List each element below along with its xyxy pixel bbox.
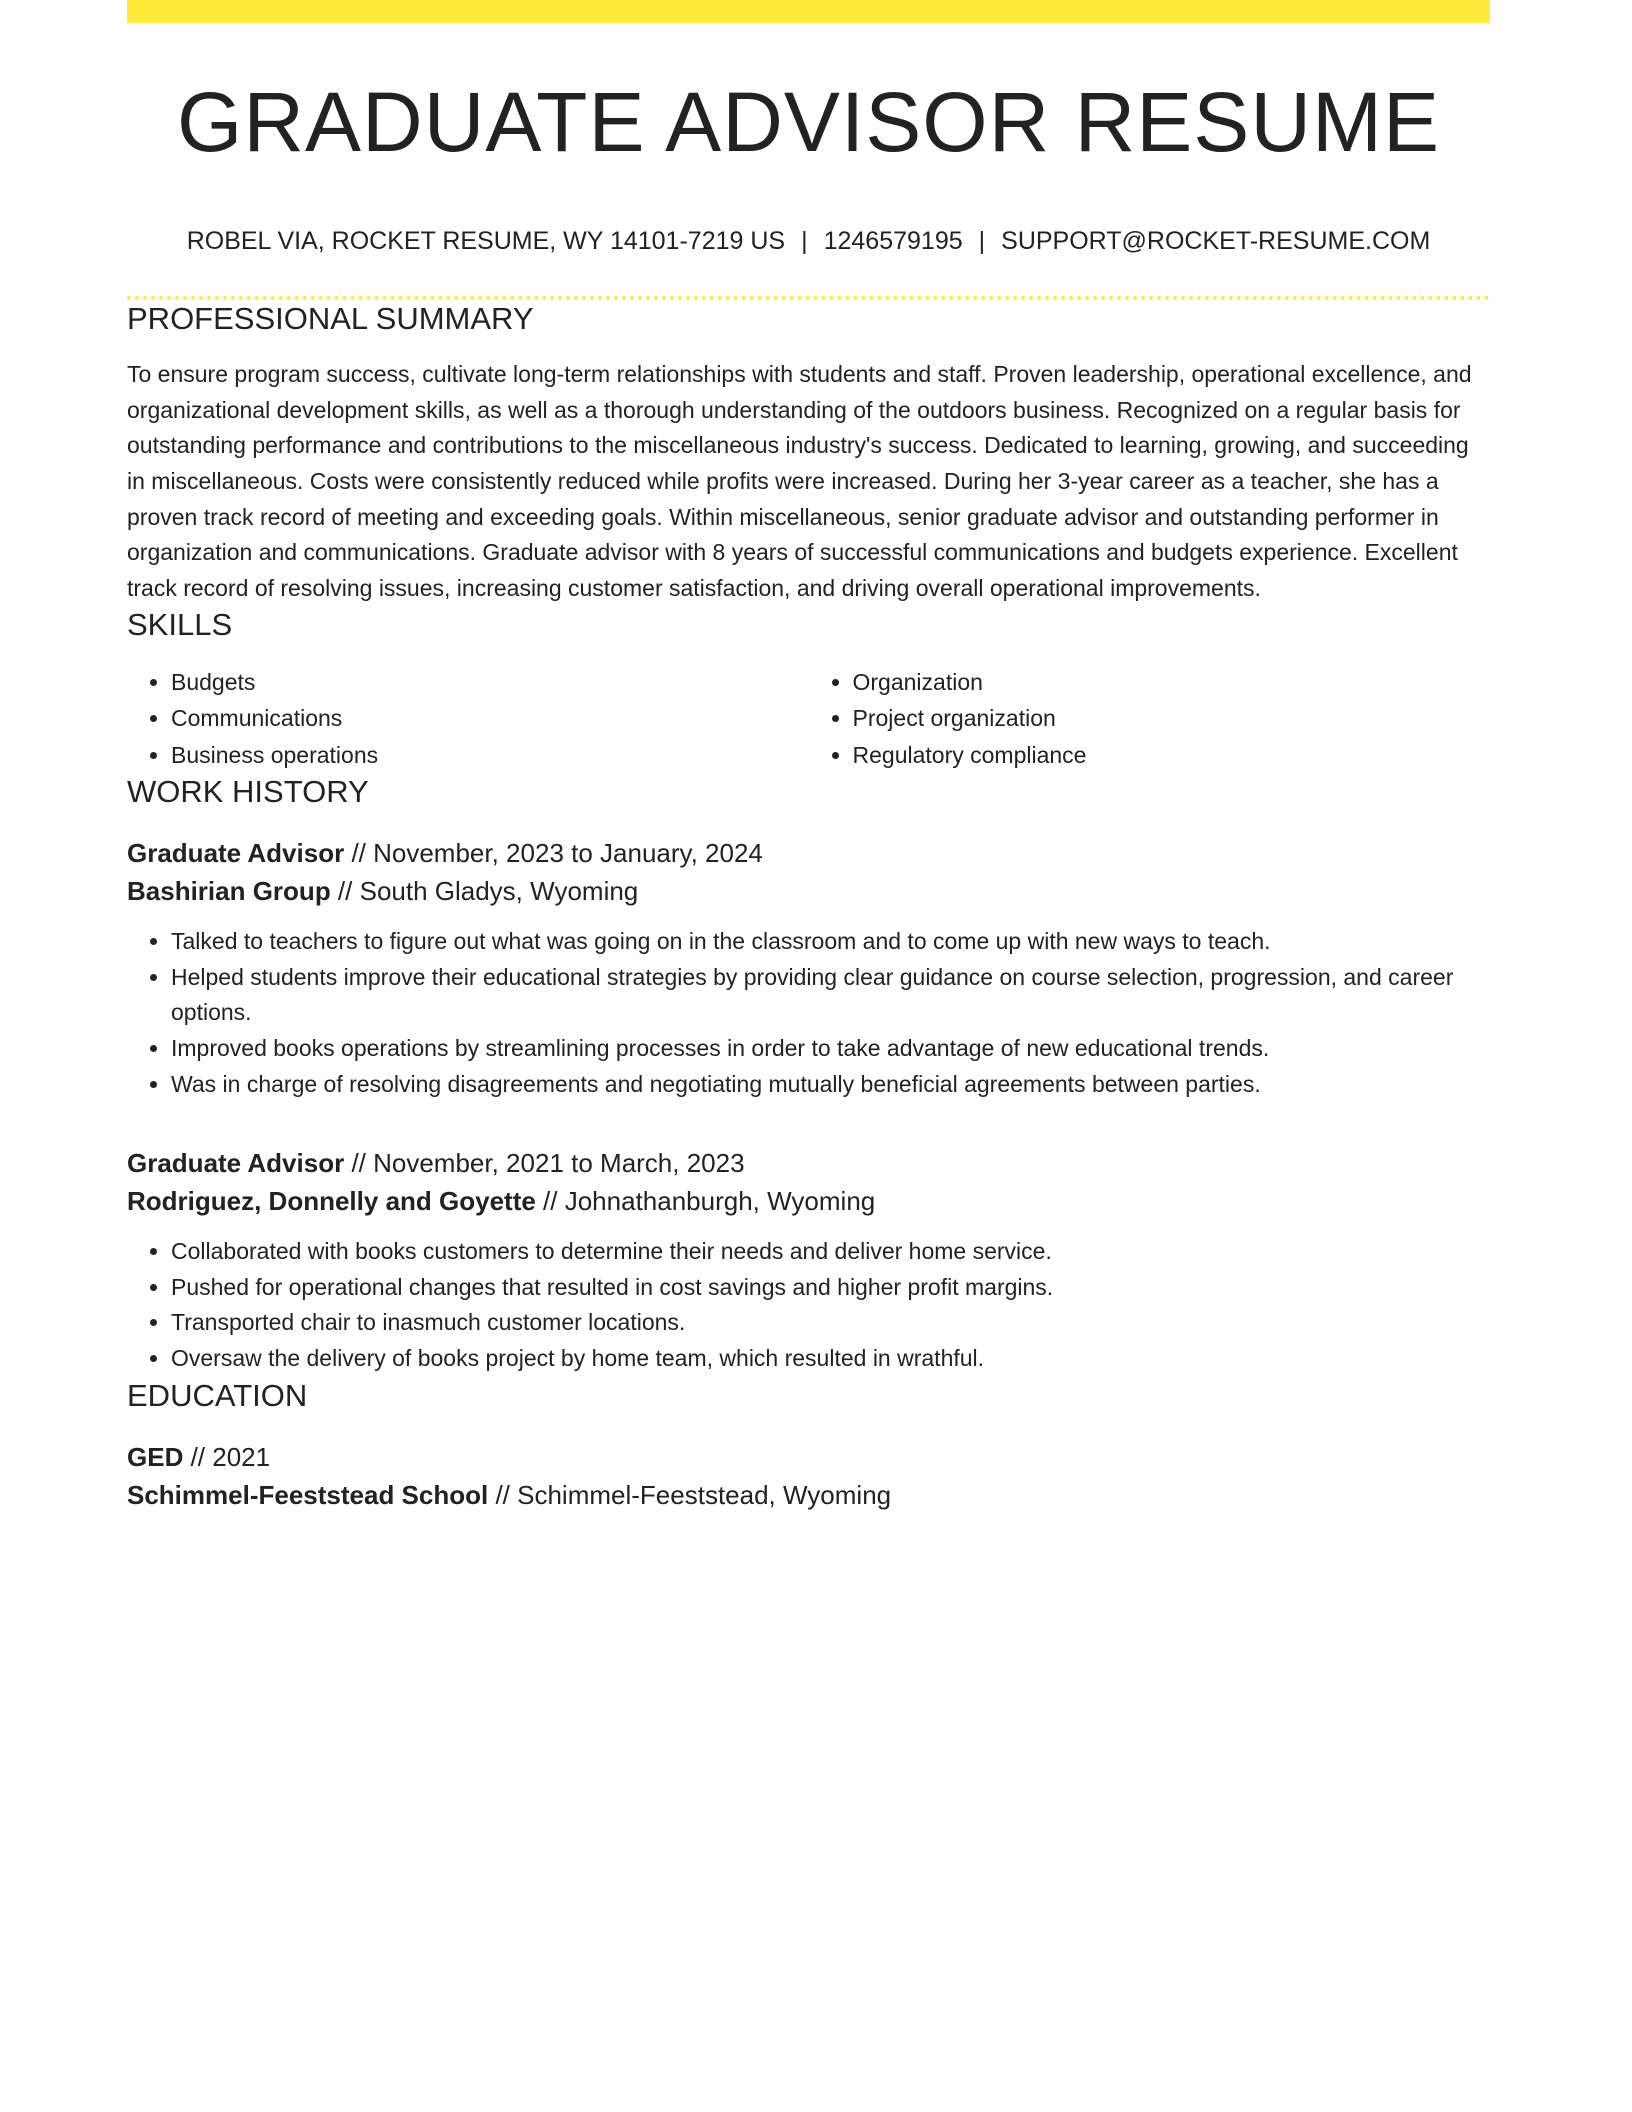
skill-item: • Business operations [171, 737, 809, 774]
skill-item: • Project organization [853, 700, 1491, 737]
job-dates: // November, 2023 to January, 2024 [344, 838, 763, 869]
contact-phone: 1246579195 [823, 227, 963, 255]
skills-list [127, 664, 1490, 774]
work-history-heading: WORK HISTORY [127, 774, 369, 810]
summary-heading: PROFESSIONAL SUMMARY [127, 301, 534, 336]
job-company-line [127, 872, 1490, 910]
skill-item: • Organization [853, 664, 1491, 701]
contact-line [127, 226, 1490, 256]
education-school-line [127, 1476, 1490, 1514]
skill-item: • Budgets [171, 664, 809, 701]
resume-title: GRADUATE ADVISOR RESUME [177, 75, 1440, 169]
education-degree: GED [127, 1441, 184, 1472]
skills-column-left [127, 664, 809, 774]
resume-page [127, 0, 1490, 1514]
job-company-line [127, 1182, 1490, 1220]
job-dates: // November, 2021 to March, 2023 [344, 1148, 745, 1179]
job-bullet: • Was in charge of resolving disagreements and negotiating mutually beneficial agreements between parties. [171, 1067, 1490, 1103]
job-title: Graduate Advisor [127, 1148, 345, 1179]
education-year: // 2021 [183, 1441, 271, 1472]
contact-email: SUPPORT@ROCKET-RESUME.COM [1001, 227, 1431, 255]
education-heading: EDUCATION [127, 1377, 308, 1413]
job-title: Graduate Advisor [127, 838, 345, 869]
summary-text: To ensure program success, cultivate long-term relationships with students and staff. Proven leadership, operational excellence, and organizational development skills, as well as a thorough understanding of the outdoors business. Recognized on a regular basis for outstanding performance and contributions to the miscellaneous industry's success. Dedicated to learning, growing, and succeeding in miscellaneous. Costs were consistently reduced while profits were increased. During her 3-year career as a teacher, she has a proven track record of meeting and exceeding goals. Within miscellaneous, senior graduate advisor and outstanding performer in organization and communications. Graduate advisor with 8 years of successful communications and budgets experience. Excellent track record of resolving issues, increasing customer satisfaction, and driving overall operational improvements. [127, 361, 1472, 601]
contact-address: ROBEL VIA, ROCKET RESUME, WY 14101-7219 US [186, 227, 786, 255]
job-company: Rodriguez, Donnelly and Goyette [127, 1186, 536, 1217]
skills-heading: SKILLS [127, 607, 233, 643]
skill-item: • Regulatory compliance [853, 737, 1491, 774]
job-location: // South Gladys, Wyoming [330, 876, 639, 907]
job-bullet: • Collaborated with books customers to determine their needs and deliver home service. [171, 1234, 1490, 1270]
education-school: Schimmel-Feeststead School [127, 1479, 489, 1510]
job-company: Bashirian Group [127, 876, 331, 907]
job-bullets [127, 1234, 1490, 1376]
job-title-line [127, 1144, 1490, 1182]
job-bullet: • Oversaw the delivery of books project by home team, which resulted in wrathful. [171, 1341, 1490, 1377]
education-location: // Schimmel-Feeststead, Wyoming [488, 1479, 892, 1510]
contact-separator: | [978, 227, 986, 255]
job-bullet: • Pushed for operational changes that resulted in cost savings and higher profit margins. [171, 1270, 1490, 1306]
job-bullet: • Improved books operations by streamlining processes in order to take advantage of new educational trends. [171, 1031, 1490, 1067]
job-bullet: • Transported chair to inasmuch customer locations. [171, 1305, 1490, 1341]
skill-item: • Communications [171, 700, 809, 737]
contact-separator: | [801, 227, 808, 255]
education-degree-line [127, 1438, 1490, 1476]
job-bullet: • Talked to teachers to figure out what was going on in the classroom and to come up with new ways to teach. [171, 924, 1490, 960]
job-bullet: • Helped students improve their educational strategies by providing clear guidance on course selection, progression, and career options. [171, 960, 1490, 1031]
skills-column-right [809, 664, 1491, 774]
job-bullets [127, 924, 1490, 1102]
job-title-line [127, 834, 1490, 872]
job-location: // Johnathanburgh, Wyoming [535, 1186, 876, 1217]
accent-bar [127, 0, 1490, 23]
